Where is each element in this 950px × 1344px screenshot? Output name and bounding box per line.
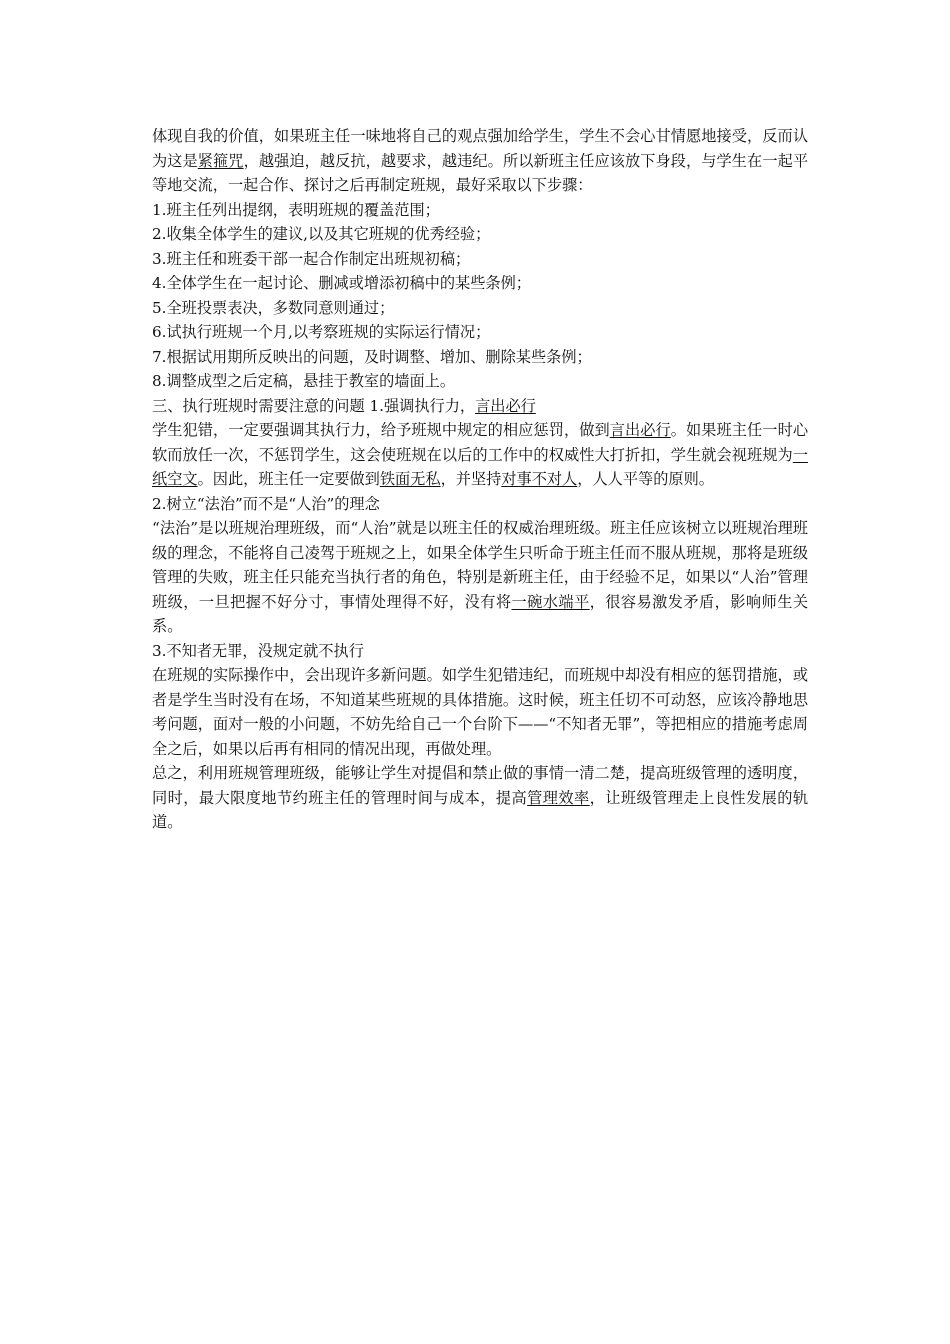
text-run: 7.根据试用期所反映出的问题，及时调整、增加、删除某些条例； [152,347,592,366]
paragraph-step-3 [152,247,808,272]
text-run: 体现自我的价值，如果班主任一味地将自己的观点强加给学生，学生不会心甘情愿地接受，反而认为这是 [152,127,808,170]
text-run: 在班规的实际操作中，会出现许多新问题。如学生犯错违纪，而班规中却没有相应的惩罚措施，或者是学生当时没有在场，不知道某些班规的具体措施。这时候，班主任切不可动怒，应该冷静地思考问题，面对一般的小问题，不妨先给自己一个台阶下——“不知者无罪”，等把相应的措施考虑周全之后，如果以后再有相同的情况出现，再做处理。 [152,666,808,758]
underlined-term: 言出必行 [475,396,536,415]
paragraph-point-3-heading [152,639,808,664]
text-run: 2.树立“法治”而不是“人治”的理念 [152,494,380,513]
underlined-term: 管理效率 [527,788,590,807]
underlined-term: 对事不对人 [501,470,578,488]
paragraph-step-2 [152,222,808,247]
text-run: ，并坚持 [440,470,502,488]
text-run: ，越强迫，越反抗，越要求，越违纪。所以新班主任应该放下身段，与学生在一起平等地交流，一起合作、探讨之后再制定班规，最好采取以下步骤： [152,151,809,194]
text-run: 学生犯错，一定要强调其执行力，给予班规中规定的相应惩罚，做到 [152,421,610,439]
underlined-term: 紧箍咒 [197,151,244,170]
text-run: ，让班级管理走上良性发展的轨道。 [152,788,809,831]
text-run: 1.班主任列出提纲，表明班规的覆盖范围； [152,200,440,219]
paragraph-point-1-body [152,418,808,492]
paragraph-step-7 [152,345,808,370]
underlined-term: 言出必行 [609,421,671,439]
text-run: 4.全体学生在一起讨论、删减或增添初稿中的某些条例； [152,274,531,292]
paragraph-step-8 [152,369,808,394]
text-run: 3.不知者无罪，没规定就不执行 [152,641,364,660]
paragraph-point-2-heading [152,492,808,517]
underlined-term: 铁面无私 [379,470,441,488]
document-page [152,124,808,835]
text-run: 2.收集全体学生的建议,以及其它班规的优秀经验； [152,225,491,243]
text-run: ，很容易激发矛盾，影响师生关系。 [152,592,809,635]
text-run: 。因此，班主任一定要做到 [197,470,380,488]
text-run: ，人人平等的原则。 [577,470,714,488]
paragraph-step-4 [152,271,808,296]
text-run: 。如果班主任一时心软而放任一次，不惩罚学生，这会使班规在以后的工作中的权威性大打折扣，学生就会视班规为 [152,421,809,464]
text-run: 8.调整成型之后定稿，悬挂于教室的墙面上。 [152,372,456,390]
text-run: 6.试执行班规一个月,以考察班规的实际运行情况； [152,323,491,341]
paragraph-step-1 [152,198,808,223]
paragraph-step-5 [152,296,808,321]
paragraph-point-3-body [152,663,808,761]
paragraph-intro [152,124,808,198]
paragraph-point-2-body [152,516,808,639]
text-run: 3.班主任和班委干部一起合作制定出班规初稿； [152,249,471,268]
text-run: 三、执行班规时需要注意的问题 1.强调执行力， [152,396,476,415]
text-run: “法治”是以班规治理班级，而“人治”就是以班主任的权威治理班级。班主任应该树立以班规治理班级的理念，不能将自己凌驾于班规之上，如果全体学生只听命于班主任而不服从班规，那将是班级管理的失败，班主任只能充当执行者的角色，特别是新班主任，由于经验不足，如果以“人治”管理班级，一旦把握不好分寸，事情处理得不好，没有将 [152,519,808,611]
paragraph-conclusion [152,761,808,835]
text-run: 总之，利用班规管理班级，能够让学生对提倡和禁止做的事情一清二楚，提高班级管理的透明度，同时，最大限度地节约班主任的管理时间与成本，提高 [152,764,808,807]
paragraph-section-3-heading [152,394,808,419]
paragraph-step-6 [152,320,808,345]
underlined-term: 一碗水端平 [511,592,590,611]
text-run: 5.全班投票表决，多数同意则通过； [152,298,395,317]
underlined-term: 一纸空文 [152,445,808,488]
